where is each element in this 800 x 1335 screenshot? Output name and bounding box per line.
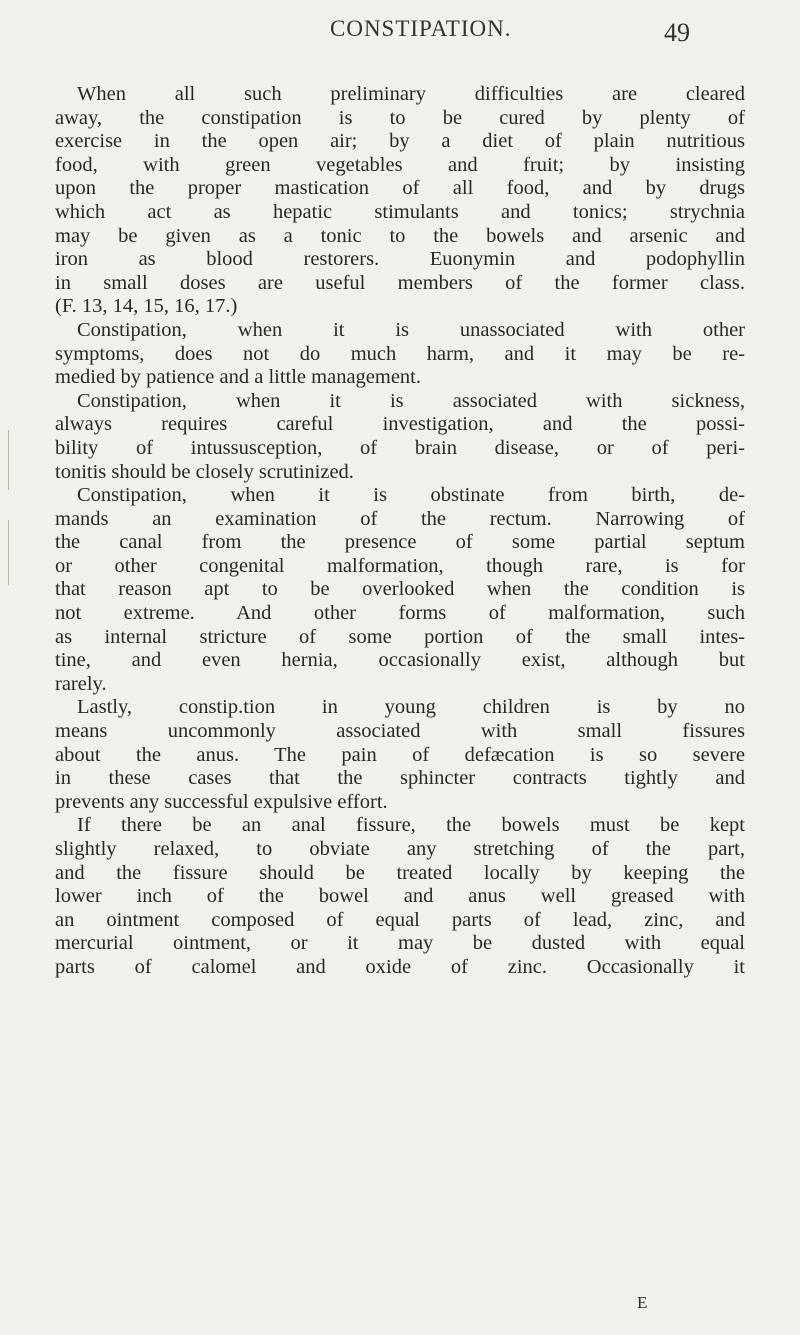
- text-line: exercise in the open air; by a diet of plain nutritious: [55, 130, 745, 153]
- text-line: as internal stricture of some portion of the small intes-: [55, 625, 745, 648]
- text-line: Constipation, when it is associated with sickness,: [77, 389, 745, 412]
- text-line: tine, and even hernia, occasionally exist, although but: [55, 649, 745, 672]
- text-line: may be given as a tonic to the bowels and arsenic and: [55, 224, 745, 247]
- text-line: always requires careful investigation, and the possi-: [55, 413, 745, 436]
- text-line: (F. 13, 14, 15, 16, 17.): [55, 295, 238, 318]
- text-line: upon the proper mastication of all food, and by drugs: [55, 177, 745, 200]
- text-line: about the anus. The pain of defæcation is so severe: [55, 743, 745, 766]
- text-line: rarely.: [55, 672, 107, 695]
- text-line: which act as hepatic stimulants and tonics; strychnia: [55, 200, 745, 223]
- text-line: iron as blood restorers. Euonymin and podophyllin: [55, 248, 745, 271]
- text-line: mands an examination of the rectum. Narrowing of: [55, 507, 745, 530]
- text-line: the canal from the presence of some partial septum: [55, 531, 745, 554]
- text-line: medied by patience and a little management.: [55, 366, 422, 389]
- text-line: symptoms, does not do much harm, and it may be re-: [55, 342, 745, 365]
- margin-rule: [8, 520, 9, 585]
- text-line: prevents any successful expulsive effort.: [55, 790, 388, 813]
- text-line: Constipation, when it is unassociated with other: [77, 318, 745, 341]
- text-line: Constipation, when it is obstinate from birth, de-: [77, 484, 745, 507]
- text-line: bility of intussusception, of brain disease, or of peri-: [55, 436, 745, 459]
- text-line: tonitis should be closely scrutinized.: [55, 460, 354, 483]
- signature-mark: E: [637, 1293, 648, 1312]
- text-line: not extreme. And other forms of malformation, such: [55, 602, 745, 625]
- text-line: If there be an anal fissure, the bowels must be kept: [77, 814, 745, 837]
- text-line: Lastly, constip.tion in young children is by no: [77, 696, 745, 719]
- text-line: and the fissure should be treated locally by keeping the: [55, 861, 745, 884]
- body-text: [55, 83, 745, 980]
- text-line: slightly relaxed, to obviate any stretching of the part,: [55, 838, 745, 860]
- text-line: food, with green vegetables and fruit; by insisting: [55, 153, 745, 176]
- text-line: mercurial ointment, or it may be dusted with equal: [55, 932, 745, 955]
- text-line: in small doses are useful members of the former class.: [55, 271, 745, 294]
- margin-rule: [8, 430, 9, 490]
- text-line: parts of calomel and oxide of zinc. Occasionally it: [55, 955, 745, 978]
- text-line: an ointment composed of equal parts of lead, zinc, and: [55, 908, 745, 931]
- text-line: in these cases that the sphincter contracts tightly and: [55, 767, 745, 790]
- page-number: 49: [664, 18, 690, 47]
- text-line: away, the constipation is to be cured by plenty of: [55, 106, 745, 129]
- text-line: means uncommonly associated with small fissures: [55, 720, 745, 743]
- running-head: CONSTIPATION.: [330, 16, 512, 41]
- text-line: lower inch of the bowel and anus well greased with: [55, 885, 745, 908]
- text-line: that reason apt to be overlooked when the condition is: [55, 578, 745, 601]
- text-line: When all such preliminary difficulties are cleared: [77, 83, 745, 105]
- text-line: or other congenital malformation, though rare, is for: [55, 554, 745, 577]
